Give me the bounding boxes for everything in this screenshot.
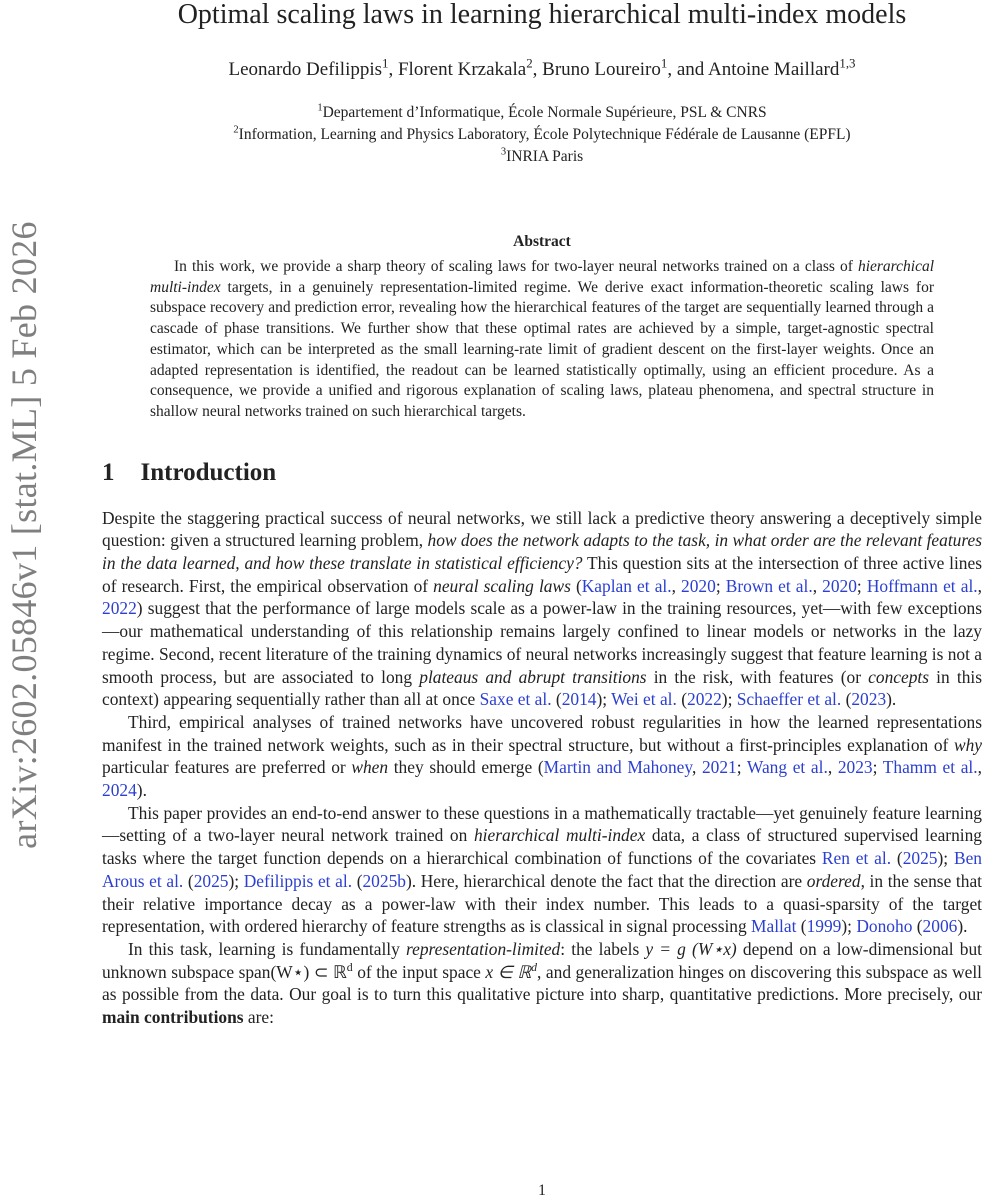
section-number: 1 (102, 458, 115, 486)
citation-link[interactable]: Thamm et al. (882, 757, 978, 778)
citation-link[interactable]: 2025 (902, 848, 938, 869)
citation-link[interactable]: 2021 (701, 757, 737, 778)
section-title: Introduction (140, 458, 277, 486)
author-affiliation-mark: 1 (382, 55, 389, 71)
paragraph: Third, empirical analyses of trained networks have uncovered robust regularities in how the learned representations manifest in the trained network weights, such as in their spectral structure, but without a first-principles explanation of why particular features are preferred or when they should emerge (Martin and Mahoney, 2021; Wang et al., 2023; Thamm et al., 2024). (102, 711, 982, 801)
citation-link[interactable]: Hoffmann et al. (866, 575, 978, 596)
citation-link[interactable]: Martin and Mahoney (543, 757, 692, 778)
citation-link[interactable]: 2020 (822, 575, 857, 596)
paragraph: This paper provides an end-to-end answer to these questions in a mathematically tractable—yet genuinely feature learning—setting of a two-layer neural network trained on hierarchical multi-index data, a class of structured supervised learning tasks where the target function depends on a hierarchical combination of functions of the covariates Ren et al. (2025); Ben Arous et al. (2025); Defilippis et al. (2025b). Here, hierarchical denote the fact that the direction are ordered, in the sense that their relative importance decay as a power-law with their index number. This leads to a quasi-sparsity of the target representation, with ordered hierarchy of feature strengths as is classical in signal processing Mallat (1999); Donoho (2006). (102, 802, 983, 937)
author-name: Bruno Loureiro (542, 59, 661, 80)
introduction-body (102, 507, 982, 1029)
abstract-text: In this work, we provide a sharp theory of scaling laws for two-layer neural networks trained on a class of hierarchical multi-index targets, in a genuinely representation-limited regime. We derive exact information-theoretic scaling laws for subspace recovery and prediction error, revealing how the hierarchical features of the target are sequentially learned through a cascade of phase transitions. We further show that these optimal rates are achieved by a simple, target-agnostic spectral estimator, which can be interpreted as the small learning-rate limit of gradient descent on the first-layer weights. Once an adapted representation is identified, the readout can be learned statistically optimally, using an efficient procedure. As a consequence, we provide a unified and rigorous explanation of scaling laws, plateau phenomena, and spectral structure in shallow neural networks trained on such hierarchical targets. (150, 258, 934, 420)
citation-link[interactable]: 1999 (806, 916, 842, 937)
citation-link[interactable]: Schaeffer et al. (736, 689, 842, 710)
citation-link[interactable]: 2014 (561, 689, 597, 710)
affiliation-mark: 2 (233, 124, 239, 136)
citation-link[interactable]: Ren et al. (821, 848, 892, 869)
citation-link[interactable]: 2020 (681, 575, 716, 596)
citation-link[interactable]: 2025 (193, 870, 229, 891)
author-list: Leonardo Defilippis$^1$, Florent Krzakala$^2$, Bruno Loureiro$^1$, and Antoine Maillard$^{1,3}$ (228, 55, 856, 80)
citation-link[interactable]: Kaplan et al. (581, 575, 672, 596)
author-name: Leonardo Defilippis (228, 59, 383, 80)
author-name: Antoine Maillard (707, 59, 840, 80)
paper-title: Optimal scaling laws in learning hierarchical multi-index models (177, 0, 907, 30)
citation-link[interactable]: 2022 (102, 598, 137, 619)
affiliation-text: Departement d’Informatique, École Normale Supérieure, PSL & CNRS (322, 104, 767, 121)
affiliation-line (102, 146, 982, 168)
citation-link[interactable]: 2023 (851, 689, 887, 710)
affiliation-mark: 1 (317, 102, 323, 114)
arxiv-id-text: arXiv:2602.05846v1 [stat.ML] 5 Feb 2026 (4, 221, 44, 849)
citation-link[interactable]: 2024 (102, 780, 137, 801)
affiliation-text: INRIA Paris (506, 148, 584, 165)
citation-link[interactable]: Wei et al. (611, 689, 677, 710)
math-expression: span(W⋆) ⊂ ℝ$^d$ (238, 959, 353, 982)
citation-link[interactable]: Wang et al. (746, 757, 828, 778)
citation-link[interactable]: 2022 (687, 689, 722, 710)
affiliation-line (102, 124, 982, 146)
affiliation-mark: 3 (500, 146, 507, 158)
citation-link[interactable]: 2006 (922, 916, 958, 937)
arxiv-identifier-stamp (0, 195, 48, 875)
affiliation-list (102, 102, 982, 168)
citation-link[interactable]: Donoho (856, 916, 913, 937)
citation-link[interactable]: Ben Arous et al. (102, 848, 982, 891)
affiliation-text: Information, Learning and Physics Laboratory, École Polytechnique Fédérale de Lausanne (EPFL) (238, 126, 851, 143)
paper-page (102, 0, 982, 1029)
author-affiliation-mark: 1,3 (839, 55, 856, 71)
paragraph: In this task, learning is fundamentally representation-limited: the labels y = g (W⋆x) depend on a low-dimensional but unknown subspace span(W⋆) ⊂ ℝ$^d$ of the input space x ∈ ℝ$^d$, and generalization hinges on discovering this subspace as well as possible from the data. Our goal is to turn this qualitative picture into sharp, quantitative predictions. More precisely, our main contributions are: (102, 938, 983, 1028)
section-heading (102, 459, 982, 487)
citation-link[interactable]: 2025b (362, 870, 406, 891)
citation-link[interactable]: Mallat (751, 916, 797, 937)
citation-link[interactable]: Saxe et al. (479, 689, 552, 710)
page-number: 1 (538, 1182, 546, 1199)
citation-link[interactable]: Brown et al. (725, 575, 813, 596)
author-name: Florent Krzakala (397, 59, 527, 80)
citation-link[interactable]: Defilippis et al. (243, 870, 353, 891)
paragraph: Despite the staggering practical success of neural networks, we still lack a predictive theory answering a deceptively simple question: given a structured learning problem, how does the network adapts to the task, in what order are the relevant features in the data learned, and how these translate in statistical efficiency? This question sits at the intersection of three active lines of research. First, the empirical observation of neural scaling laws (Kaplan et al., 2020; Brown et al., 2020; Hoffmann et al., 2022) suggest that the performance of large models scale as a power-law in the training resources, yet—with few exceptions—our mathematical understanding of this relationship remains largely confined to linear models or networks in the lazy regime. Second, recent literature of the training dynamics of neural networks increasingly suggest that feature learning is not a smooth process, but are associated to long plateaus and abrupt transitions in the risk, with features (or concepts in this context) appearing sequentially rather than all at once Saxe et al. (2014); Wei et al. (2022); Schaeffer et al. (2023). (102, 507, 983, 710)
math-expression: x ∈ ℝ$^d$ (485, 959, 538, 982)
abstract-heading: Abstract (513, 233, 571, 250)
math-expression: y = g (W⋆x) (645, 938, 737, 959)
affiliation-line (102, 102, 982, 124)
citation-link[interactable]: 2023 (837, 757, 873, 778)
author-affiliation-mark: 2 (526, 55, 533, 71)
author-affiliation-mark: 1 (660, 55, 668, 71)
